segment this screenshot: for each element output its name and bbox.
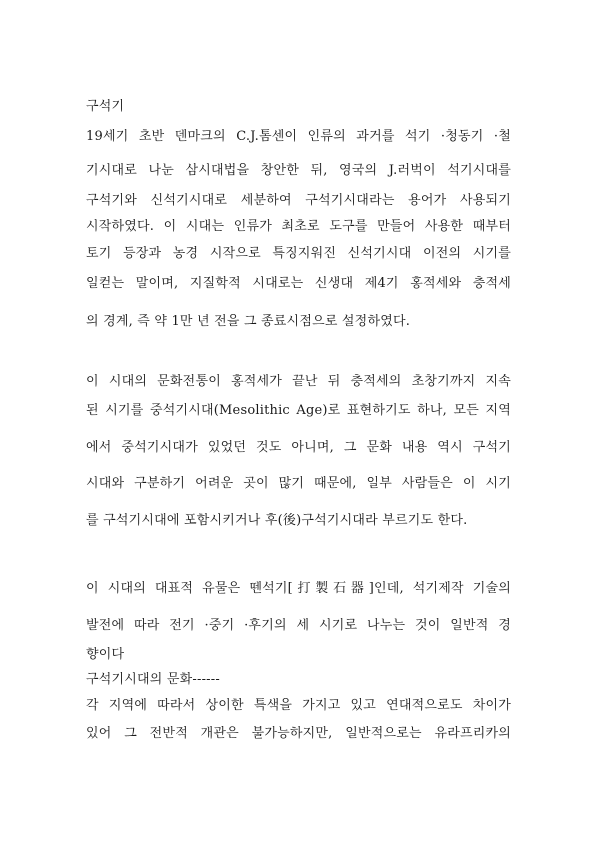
- paragraph-line: 각 지역에 따라서 상이한 특색을 가지고 있고 연대적으로도 차이가: [86, 698, 511, 713]
- paragraph-line: 구석기와 신석기시대로 세분하여 구석기시대라는 용어가 사용되기: [86, 193, 511, 208]
- paragraph-line: 기시대로 나눈 삼시대법을 창안한 뒤, 영국의 J.러벅이 석기시대를: [86, 163, 511, 178]
- paragraph-line: 이 시대의 문화전통이 홍적세가 끝난 뒤 충적세의 초창기까지 지속: [86, 374, 511, 389]
- section-heading: 구석기: [86, 99, 125, 114]
- paragraph-line: 일컫는 말이며, 지질학적 시대로는 신생대 제4기 홍적세와 충적세: [86, 276, 511, 291]
- paragraph-line: 시대와 구분하기 어려운 곳이 많기 때문에, 일부 사람들은 이 시기: [86, 476, 511, 491]
- paragraph-line: 에서 중석기시대가 있었던 것도 아니며, 그 문화 내용 역시 구석기: [86, 440, 511, 455]
- paragraph-line: 19세기 초반 덴마크의 C.J.톰센이 인류의 과거를 석기 ·청동기 ·철: [86, 129, 511, 144]
- paragraph-line: 를 구석기시대에 포함시키거나 후(後)구석기시대라 부르기도 한다.: [86, 513, 468, 528]
- paragraph-line: 의 경계, 즉 약 1만 년 전을 그 종료시점으로 설정하였다.: [86, 314, 411, 329]
- paragraph-line: 있어 그 전반적 개관은 불가능하지만, 일반적으로는 유라프리카의: [86, 726, 511, 741]
- paragraph-line: 이 시대의 대표적 유물은 뗀석기[打製石器]인데, 석기제작 기술의: [86, 581, 511, 596]
- subsection-heading: 구석기시대의 문화------: [86, 672, 220, 687]
- paragraph-line: 시작하였다. 이 시대는 인류가 최초로 도구를 만들어 사용한 때부터: [86, 219, 511, 234]
- paragraph-line: 된 시기를 중석기시대(Mesolithic Age)로 표현하기도 하나, 모든 지역: [86, 403, 511, 418]
- paragraph-line: 향이다: [86, 647, 125, 662]
- paragraph-line: 토기 등장과 농경 시작으로 특징지워진 신석기시대 이전의 시기를: [86, 246, 511, 261]
- paragraph-line: 발전에 따라 전기 ·중기 ·후기의 세 시기로 나누는 것이 일반적 경: [86, 618, 511, 633]
